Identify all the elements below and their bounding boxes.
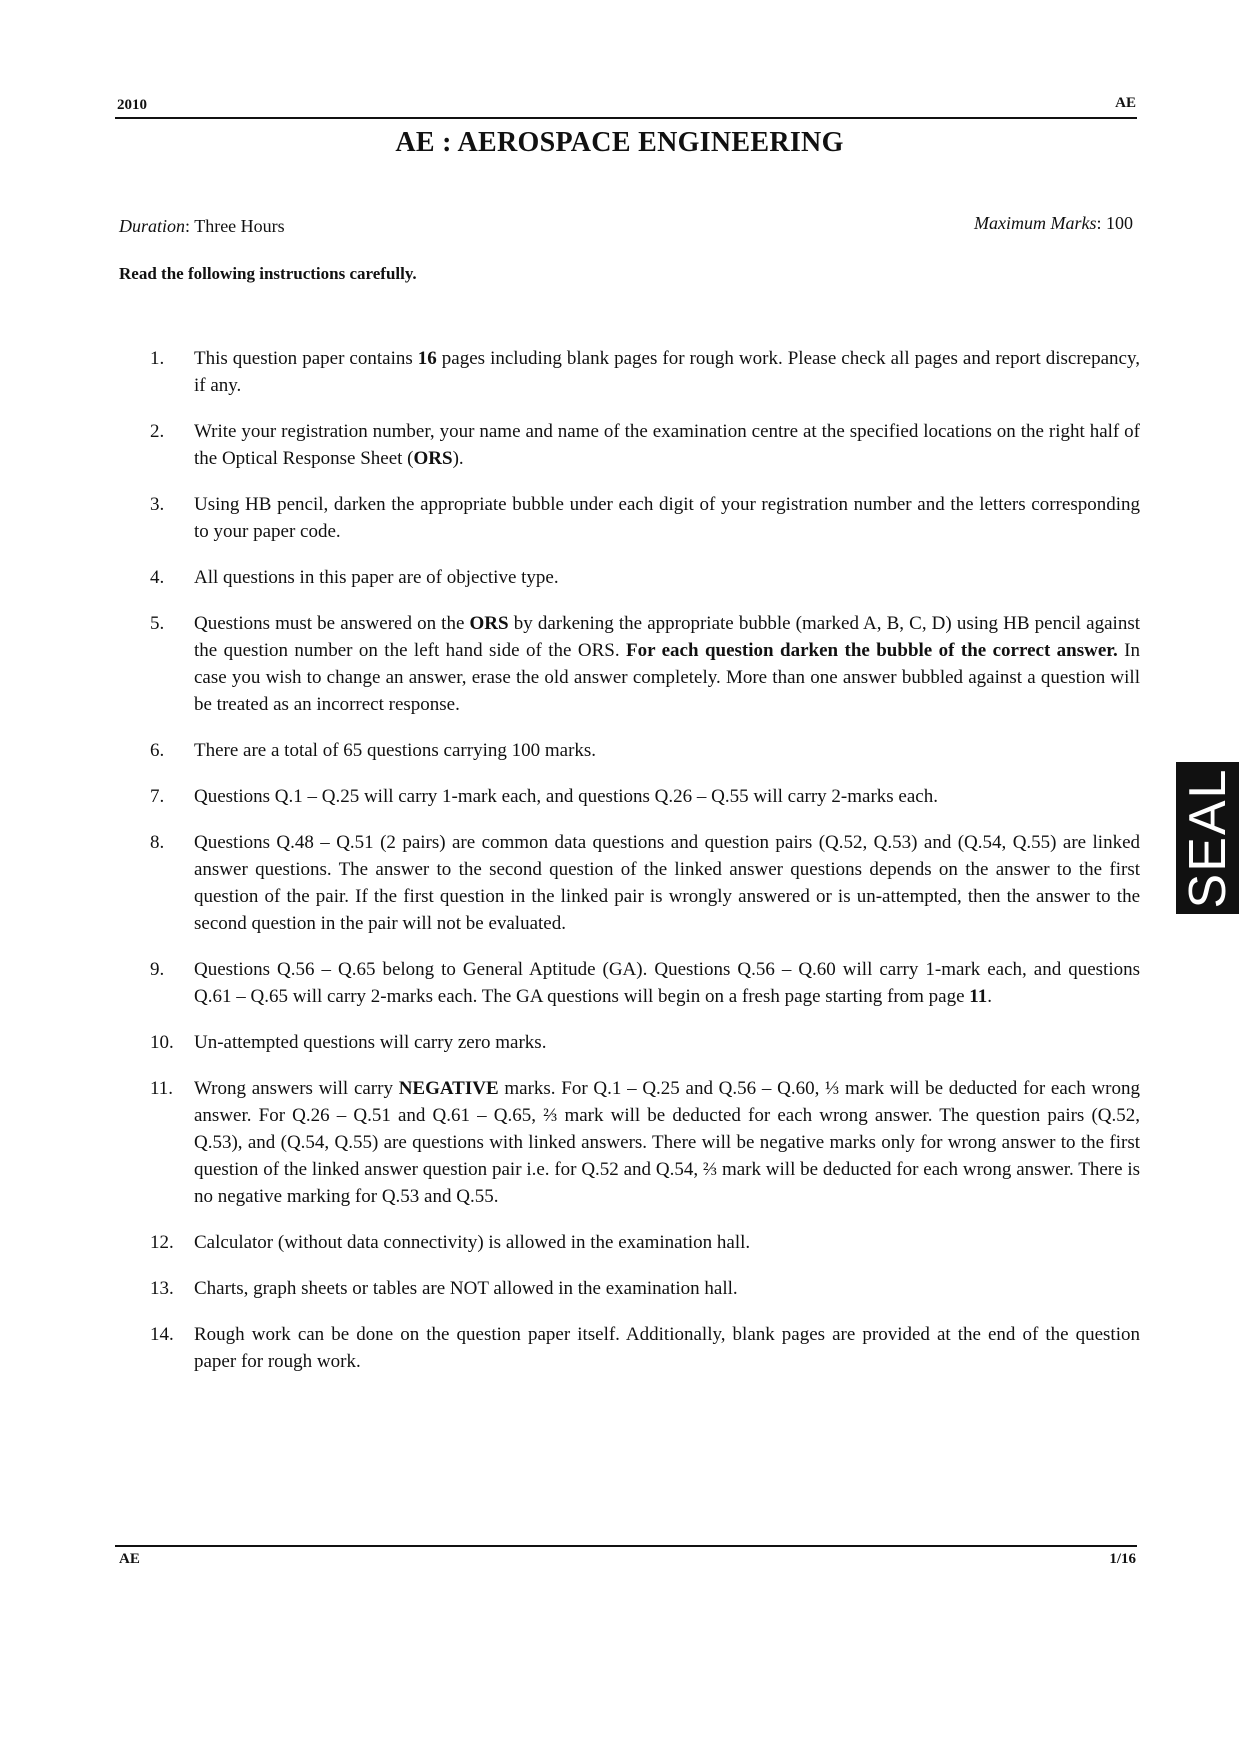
instruction-number: 2. xyxy=(150,421,165,442)
instruction-number: 7. xyxy=(150,786,165,807)
instruction-text: Questions Q.56 – Q.65 belong to General Aptitude (GA). Questions Q.56 – Q.60 will carry 1-mark each, and questions Q.61 – Q.65 will carry 2-marks each. The GA questions will begin on a fresh page starting from page 11. xyxy=(194,959,1140,1007)
instruction-number: 12. xyxy=(150,1232,174,1253)
duration-value: Three Hours xyxy=(194,216,285,236)
instruction-number: 3. xyxy=(150,494,165,515)
instruction-number: 10. xyxy=(150,1032,174,1053)
instruction-item xyxy=(150,345,1140,399)
instructions-list xyxy=(150,345,1140,1394)
instructions-heading: Read the following instructions carefully. xyxy=(119,264,417,283)
instruction-number: 6. xyxy=(150,740,165,761)
instruction-number: 8. xyxy=(150,832,165,853)
instruction-text: Write your registration number, your name and name of the examination centre at the specified locations on the right half of the Optical Response Sheet (ORS). xyxy=(194,421,1140,469)
instruction-item xyxy=(150,418,1140,472)
instruction-item xyxy=(150,1321,1140,1375)
header-paper-code: AE xyxy=(1115,95,1136,111)
instruction-text: Rough work can be done on the question paper itself. Additionally, blank pages are provided at the end of the question paper for rough work. xyxy=(194,1324,1140,1372)
instruction-text: There are a total of 65 questions carrying 100 marks. xyxy=(194,740,597,761)
instruction-text: All questions in this paper are of objective type. xyxy=(194,567,559,588)
instruction-text: Questions Q.48 – Q.51 (2 pairs) are common data questions and question pairs (Q.52, Q.53) and (Q.54, Q.55) are linked answer questions. The answer to the second question of the linked answer questions depends on the answer to the first question of the pair. If the first question in the linked pair is wrongly answered or is un-attempted, then the answer to the second question in the pair will not be evaluated. xyxy=(194,832,1140,934)
instruction-item xyxy=(150,1029,1140,1056)
instruction-item xyxy=(150,564,1140,591)
instruction-text: Wrong answers will carry NEGATIVE marks. For Q.1 – Q.25 and Q.56 – Q.60, ⅓ mark will be deducted for each wrong answer. For Q.26 – Q.51 and Q.61 – Q.65, ⅔ mark will be deducted for each wrong answer. The question pairs (Q.52, Q.53), and (Q.54, Q.55) are questions with linked answers. There will be negative marks only for wrong answer to the first question of the linked answer question pair i.e. for Q.52 and Q.54, ⅔ mark will be deducted for each wrong answer. There is no negative marking for Q.53 and Q.55. xyxy=(194,1078,1140,1207)
maximum-marks-value: 100 xyxy=(1106,213,1133,233)
instruction-number: 11. xyxy=(150,1078,174,1099)
instruction-text: This question paper contains 16 pages including blank pages for rough work. Please check all pages and report discrepancy, if any. xyxy=(194,348,1140,396)
instruction-number: 14. xyxy=(150,1324,174,1345)
duration-label: Duration xyxy=(119,216,186,236)
instruction-text: Calculator (without data connectivity) is allowed in the examination hall. xyxy=(194,1232,751,1253)
instruction-item xyxy=(150,610,1140,718)
instruction-item xyxy=(150,1075,1140,1210)
footer-paper-code: AE xyxy=(119,1551,140,1567)
maximum-marks: Maximum Marks: 100 xyxy=(974,213,1133,233)
instruction-item xyxy=(150,829,1140,937)
maximum-marks-label: Maximum Marks xyxy=(974,213,1097,233)
instruction-item xyxy=(150,956,1140,1010)
footer-page-number: 1/16 xyxy=(1109,1551,1136,1567)
instruction-text: Un-attempted questions will carry zero marks. xyxy=(194,1032,547,1053)
instruction-item xyxy=(150,1229,1140,1256)
instruction-number: 13. xyxy=(150,1278,174,1299)
instruction-item xyxy=(150,737,1140,764)
instruction-number: 9. xyxy=(150,959,165,980)
instruction-number: 4. xyxy=(150,567,165,588)
instruction-text: Questions Q.1 – Q.25 will carry 1-mark each, and questions Q.26 – Q.55 will carry 2-marks each. xyxy=(194,786,938,807)
instruction-number: 1. xyxy=(150,348,165,369)
header-rule xyxy=(115,117,1137,119)
duration: Duration: Three Hours xyxy=(119,216,285,236)
instruction-text: Charts, graph sheets or tables are NOT allowed in the examination hall. xyxy=(194,1278,738,1299)
instruction-item xyxy=(150,491,1140,545)
seal-label: SEAL xyxy=(1178,767,1237,909)
instruction-number: 5. xyxy=(150,613,165,634)
instruction-item xyxy=(150,783,1140,810)
instruction-item xyxy=(150,1275,1140,1302)
page-title: AE : AEROSPACE ENGINEERING xyxy=(395,127,844,158)
instruction-text: Using HB pencil, darken the appropriate bubble under each digit of your registration number and the letters corresponding to your paper code. xyxy=(194,494,1140,542)
seal-tab xyxy=(1176,762,1239,914)
footer-rule xyxy=(115,1545,1137,1547)
instruction-text: Questions must be answered on the ORS by darkening the appropriate bubble (marked A, B, C, D) using HB pencil against the question number on the left hand side of the ORS. For each question darken the bubble of the correct answer. In case you wish to change an answer, erase the old answer completely. More than one answer bubbled against a question will be treated as an incorrect response. xyxy=(194,613,1140,715)
header-year: 2010 xyxy=(117,97,147,113)
